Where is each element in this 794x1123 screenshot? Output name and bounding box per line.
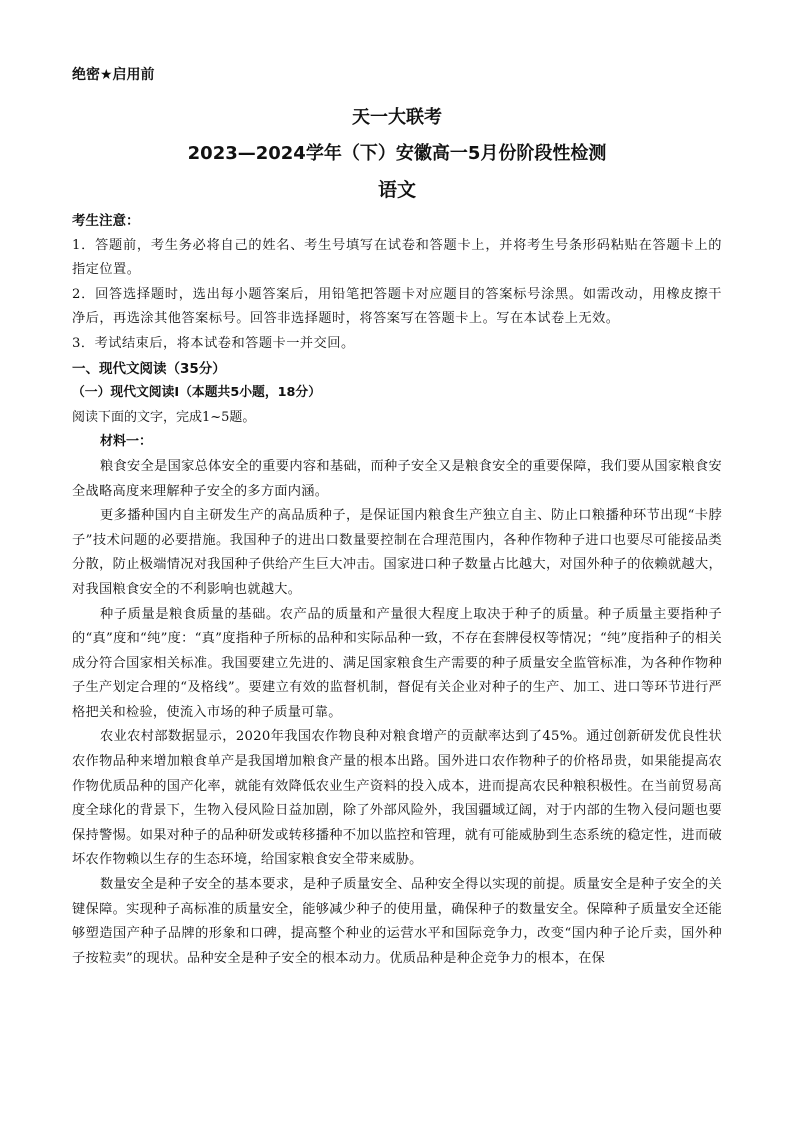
passage-paragraph: 粮食安全是国家总体安全的重要内容和基础，而种子安全又是粮食安全的重要保障，我们要从国家粮食安全战略高度来理解种子安全的多方面内涵。 (72, 458, 722, 499)
exam-organizer-title: 天一大联考 (352, 107, 442, 128)
exam-body (72, 209, 722, 971)
passage-paragraph: 农业农村部数据显示，2020年我国农作物良种对粮食增产的贡献率达到了45%。通过创新研发优良性状农作物品种来增加粮食单产是我国增加粮食产量的根本出路。国外进口农作物种子的价格昂贵，如果能提高农作物优质品种的国产化率，就能有效降低农业生产资料的投入成本，进而提高农民种粮积极性。在当前贸易高度全球化的背景下，生物入侵风险日益加剧，除了外部风险外，我国疆域辽阔，对于内部的生物入侵问题也要保持警惕。如果对种子的品种研发或转移播种不加以监控和管理，就有可能威胁到生态系统的稳定性，进而破坏农作物赖以生存的生态环境，给国家粮食安全带来威胁。 (72, 729, 722, 868)
reading-instruction: 阅读下面的文字，完成1~5题。 (72, 409, 256, 425)
passage-paragraph: 更多播种国内自主研发生产的高品质种子，是保证国内粮食生产独立自主、防止口粮播种环节出现“卡脖子”技术问题的必要措施。我国种子的进出口数量要控制在合理范围内，各种作物种子进口也要尽可能接品类分散，防止极端情况对我国种子供给产生巨大冲击。国家进口种子数量占比越大，对国外种子的依赖就越大，对我国粮食安全的不利影响也就越大。 (72, 508, 722, 597)
material-label: 材料一： (100, 434, 153, 450)
candidate-notice (72, 209, 722, 357)
notice-heading: 考生注意： (72, 213, 140, 229)
confidential-label: 绝密★启用前 (72, 67, 155, 83)
passage-paragraph: 种子质量是粮食质量的基础。农产品的质量和产量很大程度上取决于种子的质量。种子质量主要指种子的“真”度和“纯”度：“真”度指种子所标的品种和实际品种一致，不存在套牌侵权等情况；“纯”度指种子的相关成分符合国家相关标准。我国要建立先进的、满足国家粮食生产需要的种子质量安全监管标准，为各种作物种子生产划定合理的“及格线”。要建立有效的监督机制，督促有关企业对种子的生产、加工、进口等环节进行严格把关和检验，使流入市场的种子质量可靠。 (72, 606, 722, 720)
notice-item-1: 1．答题前，考生务必将自己的姓名、考生号填写在试卷和答题卡上，并将考生号条形码粘贴在答题卡上的指定位置。 (72, 237, 722, 278)
notice-item-2: 2．回答选择题时，选出每小题答案后，用铅笔把答题卡对应题目的答案标号涂黑。如需改动，用橡皮擦干净后，再选涂其他答案标号。回答非选择题时，将答案写在答题卡上。写在本试卷上无效。 (72, 286, 722, 327)
exam-name-title: 2023—2024学年（下）安徽高一5月份阶段性检测 (187, 143, 607, 164)
subsection-heading: （一）现代文阅读Ⅰ（本题共5小题，18分） (72, 385, 322, 401)
subject-title: 语文 (377, 179, 416, 201)
passage-paragraph: 数量安全是种子安全的基本要求，是种子质量安全、品种安全得以实现的前提。质量安全是种子安全的关键保障。实现种子高标准的质量安全，能够减少种子的使用量，确保种子的数量安全。保障种子质量安全还能够塑造国产种子品牌的形象和口碑，提高整个种业的运营水平和国际竞争力，改变“国内种子论斤卖，国外种子按粒卖”的现状。品种安全是种子安全的根本动力。优质品种是种企竞争力的根本，在保 (72, 877, 722, 966)
section-heading: 一、现代文阅读（35分） (72, 360, 226, 377)
notice-item-3: 3．考试结束后，将本试卷和答题卡一并交回。 (72, 335, 355, 351)
